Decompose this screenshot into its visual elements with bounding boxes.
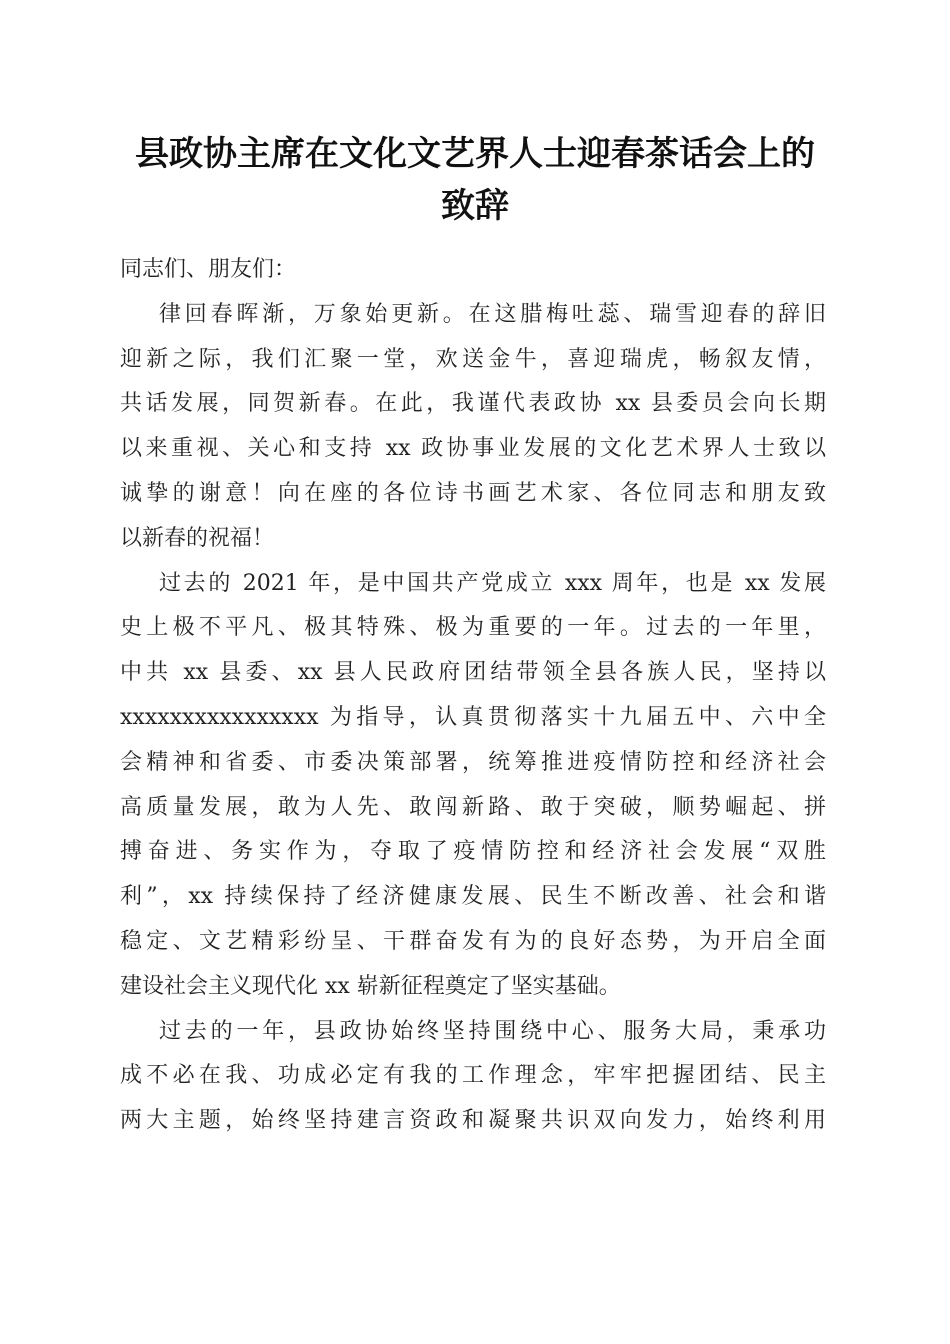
paragraph-2-line: 史上极不平凡、极其特殊、极为重要的一年。过去的一年里， — [120, 615, 826, 641]
paragraph-1-line: 律回春晖渐，万象始更新。在这腊梅吐蕊、瑞雪迎春的辞旧 — [159, 301, 826, 327]
paragraph-2-line: 建设社会主义现代化 xx 崭新征程奠定了坚实基础。 — [120, 973, 621, 999]
document-title — [100, 128, 850, 232]
paragraph-1-line: 共话发展，同贺新春。在此，我谨代表政协 xx 县委员会向长期 — [120, 391, 826, 417]
paragraph-1-line: 迎新之际，我们汇聚一堂，欢送金牛，喜迎瑞虎，畅叙友情， — [120, 346, 826, 372]
title-line: 致辞 — [441, 186, 509, 226]
paragraph-2-line: 过去的 2021 年，是中国共产党成立 xxx 周年，也是 xx 发展 — [159, 570, 826, 596]
salutation: 同志们、朋友们： — [120, 257, 297, 282]
paragraph-2-line: xxxxxxxxxxxxxxxx 为指导，认真贯彻落实十九届五中、六中全 — [120, 704, 826, 730]
paragraph-3-line: 两大主题，始终坚持建言资政和凝聚共识双向发力，始终利用 — [120, 1108, 826, 1134]
paragraph-3-line: 过去的一年，县政协始终坚持围绕中心、服务大局，秉承功 — [159, 1018, 826, 1044]
paragraph-2-line: 利”，xx 持续保持了经济健康发展、民生不断改善、社会和谐 — [120, 884, 826, 910]
paragraph-2-line: 高质量发展，敢为人先、敢闯新路、敢于突破，顺势崛起、拼 — [120, 794, 826, 820]
paragraph-1-line: 诚挚的谢意！向在座的各位诗书画艺术家、各位同志和朋友致 — [120, 480, 826, 506]
document-body — [120, 248, 826, 1144]
paragraph-3-line: 成不必在我、功成必定有我的工作理念，牢牢把握团结、民主 — [120, 1063, 826, 1089]
paragraph-2-line: 搏奋进、务实作为，夺取了疫情防控和经济社会发展“双胜 — [120, 839, 826, 865]
paragraph-2-line: 会精神和省委、市委决策部署，统筹推进疫情防控和经济社会 — [120, 749, 826, 775]
paragraph-1-line: 以来重视、关心和支持 xx 政协事业发展的文化艺术界人士致以 — [120, 436, 826, 462]
paragraph-2-line: 稳定、文艺精彩纷呈、干群奋发有为的良好态势，为开启全面 — [120, 928, 826, 954]
title-line: 县政协主席在文化文艺界人士迎春茶话会上的 — [135, 134, 815, 174]
paragraph-2-line: 中共 xx 县委、xx 县人民政府团结带领全县各族人民，坚持以 — [120, 660, 826, 686]
paragraph-1-line: 以新春的祝福！ — [120, 525, 275, 551]
